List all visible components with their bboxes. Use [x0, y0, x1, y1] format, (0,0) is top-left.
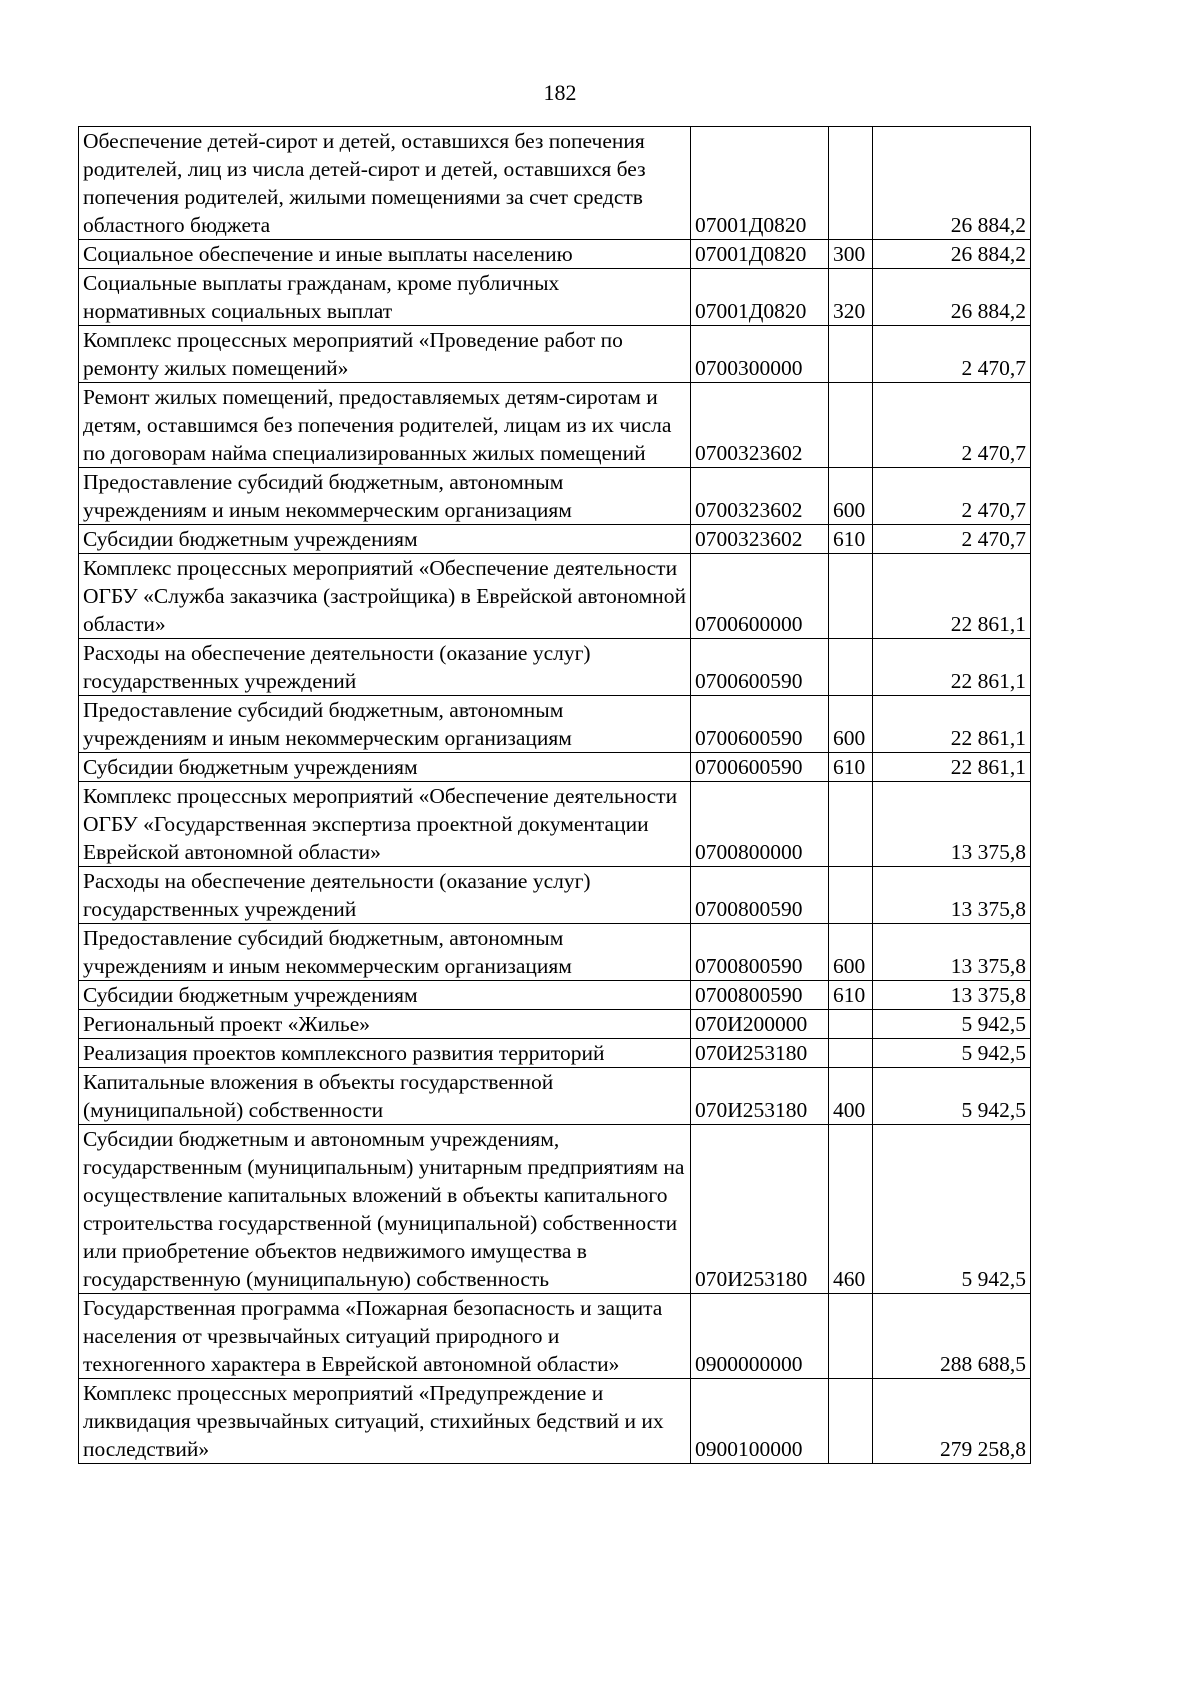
row-type-cell: 610	[829, 981, 873, 1010]
row-name-cell: Субсидии бюджетным учреждениям	[79, 981, 691, 1010]
row-name-cell: Предоставление субсидий бюджетным, автономным учреждениям и иным некоммерческим организациям	[79, 696, 691, 753]
row-code-cell: 070И253180	[691, 1039, 829, 1068]
row-name-cell: Субсидии бюджетным и автономным учреждениям, государственным (муниципальным) унитарным предприятиям на осуществление капитальных вложений в объекты капитального строительства государственной (муниципальной) собственности или приобретение объектов недвижимого имущества в государственную (муниципальную) собственность	[79, 1125, 691, 1294]
row-type-cell	[829, 639, 873, 696]
table-row	[79, 383, 1031, 468]
row-sum-cell: 2 470,7	[873, 383, 1031, 468]
row-name-cell: Комплекс процессных мероприятий «Обеспечение деятельности ОГБУ «Государственная экспертиза проектной документации Еврейской автономной области»	[79, 782, 691, 867]
row-code-cell: 0700323602	[691, 383, 829, 468]
row-code-cell: 0700600590	[691, 639, 829, 696]
row-type-cell: 600	[829, 468, 873, 525]
row-name-cell: Субсидии бюджетным учреждениям	[79, 753, 691, 782]
row-sum-cell: 22 861,1	[873, 753, 1031, 782]
table-row	[79, 1010, 1031, 1039]
row-code-cell: 07001Д0820	[691, 127, 829, 240]
row-name-cell: Реализация проектов комплексного развития территорий	[79, 1039, 691, 1068]
row-type-cell	[829, 867, 873, 924]
row-code-cell: 0900100000	[691, 1379, 829, 1464]
row-name-cell: Комплекс процессных мероприятий «Обеспечение деятельности ОГБУ «Служба заказчика (застройщика) в Еврейской автономной области»	[79, 554, 691, 639]
row-type-cell	[829, 1379, 873, 1464]
row-name-cell: Социальное обеспечение и иные выплаты населению	[79, 240, 691, 269]
row-sum-cell: 22 861,1	[873, 554, 1031, 639]
table-row	[79, 525, 1031, 554]
table-row	[79, 924, 1031, 981]
row-code-cell: 0700800590	[691, 924, 829, 981]
budget-table-body	[79, 127, 1031, 1464]
row-type-cell: 400	[829, 1068, 873, 1125]
row-type-cell	[829, 127, 873, 240]
table-row	[79, 1039, 1031, 1068]
row-sum-cell: 26 884,2	[873, 240, 1031, 269]
row-sum-cell: 2 470,7	[873, 525, 1031, 554]
row-sum-cell: 13 375,8	[873, 867, 1031, 924]
row-type-cell: 610	[829, 753, 873, 782]
row-sum-cell: 279 258,8	[873, 1379, 1031, 1464]
row-code-cell: 070И200000	[691, 1010, 829, 1039]
row-name-cell: Региональный проект «Жилье»	[79, 1010, 691, 1039]
row-code-cell: 0700600590	[691, 753, 829, 782]
row-code-cell: 0700600000	[691, 554, 829, 639]
row-code-cell: 0700800590	[691, 981, 829, 1010]
row-type-cell	[829, 326, 873, 383]
row-type-cell: 300	[829, 240, 873, 269]
row-sum-cell: 22 861,1	[873, 696, 1031, 753]
row-sum-cell: 22 861,1	[873, 639, 1031, 696]
row-type-cell	[829, 1039, 873, 1068]
row-code-cell: 07001Д0820	[691, 240, 829, 269]
row-name-cell: Предоставление субсидий бюджетным, автономным учреждениям и иным некоммерческим организациям	[79, 924, 691, 981]
table-row	[79, 981, 1031, 1010]
table-row	[79, 554, 1031, 639]
row-sum-cell: 288 688,5	[873, 1294, 1031, 1379]
row-name-cell: Предоставление субсидий бюджетным, автономным учреждениям и иным некоммерческим организациям	[79, 468, 691, 525]
row-code-cell: 0700600590	[691, 696, 829, 753]
row-sum-cell: 5 942,5	[873, 1039, 1031, 1068]
table-row	[79, 753, 1031, 782]
row-sum-cell: 13 375,8	[873, 924, 1031, 981]
row-sum-cell: 13 375,8	[873, 782, 1031, 867]
row-code-cell: 070И253180	[691, 1125, 829, 1294]
table-row	[79, 1125, 1031, 1294]
table-row	[79, 696, 1031, 753]
row-name-cell: Расходы на обеспечение деятельности (оказание услуг) государственных учреждений	[79, 867, 691, 924]
row-code-cell: 070И253180	[691, 1068, 829, 1125]
row-type-cell	[829, 1294, 873, 1379]
row-code-cell: 0700300000	[691, 326, 829, 383]
row-sum-cell: 5 942,5	[873, 1010, 1031, 1039]
row-name-cell: Субсидии бюджетным учреждениям	[79, 525, 691, 554]
row-code-cell: 0700800590	[691, 867, 829, 924]
row-type-cell	[829, 383, 873, 468]
table-row	[79, 782, 1031, 867]
row-type-cell: 600	[829, 924, 873, 981]
table-row	[79, 639, 1031, 696]
row-type-cell	[829, 782, 873, 867]
row-name-cell: Капитальные вложения в объекты государственной (муниципальной) собственности	[79, 1068, 691, 1125]
table-row	[79, 127, 1031, 240]
row-sum-cell: 2 470,7	[873, 326, 1031, 383]
row-sum-cell: 26 884,2	[873, 269, 1031, 326]
row-name-cell: Комплекс процессных мероприятий «Предупреждение и ликвидация чрезвычайных ситуаций, стихийных бедствий и их последствий»	[79, 1379, 691, 1464]
row-sum-cell: 2 470,7	[873, 468, 1031, 525]
row-sum-cell: 13 375,8	[873, 981, 1031, 1010]
row-name-cell: Ремонт жилых помещений, предоставляемых детям-сиротам и детям, оставшимся без попечения родителей, лицам из их числа по договорам найма специализированных жилых помещений	[79, 383, 691, 468]
budget-table	[78, 126, 1031, 1464]
table-row	[79, 867, 1031, 924]
table-row	[79, 1068, 1031, 1125]
row-code-cell: 0700323602	[691, 525, 829, 554]
row-code-cell: 0700800000	[691, 782, 829, 867]
row-type-cell: 460	[829, 1125, 873, 1294]
row-type-cell: 610	[829, 525, 873, 554]
row-sum-cell: 26 884,2	[873, 127, 1031, 240]
row-sum-cell: 5 942,5	[873, 1125, 1031, 1294]
row-type-cell: 320	[829, 269, 873, 326]
row-name-cell: Расходы на обеспечение деятельности (оказание услуг) государственных учреждений	[79, 639, 691, 696]
row-code-cell: 0700323602	[691, 468, 829, 525]
row-name-cell: Обеспечение детей-сирот и детей, оставшихся без попечения родителей, лиц из числа детей-сирот и детей, оставшихся без попечения родителей, жилыми помещениями за счет средств областного бюджета	[79, 127, 691, 240]
row-code-cell: 0900000000	[691, 1294, 829, 1379]
row-sum-cell: 5 942,5	[873, 1068, 1031, 1125]
row-name-cell: Государственная программа «Пожарная безопасность и защита населения от чрезвычайных ситуаций природного и техногенного характера в Еврейской автономной области»	[79, 1294, 691, 1379]
table-row	[79, 468, 1031, 525]
table-row	[79, 326, 1031, 383]
row-code-cell: 07001Д0820	[691, 269, 829, 326]
table-row	[79, 1294, 1031, 1379]
table-row	[79, 240, 1031, 269]
row-name-cell: Комплекс процессных мероприятий «Проведение работ по ремонту жилых помещений»	[79, 326, 691, 383]
row-type-cell	[829, 1010, 873, 1039]
table-row	[79, 1379, 1031, 1464]
row-name-cell: Социальные выплаты гражданам, кроме публичных нормативных социальных выплат	[79, 269, 691, 326]
row-type-cell	[829, 554, 873, 639]
row-type-cell: 600	[829, 696, 873, 753]
table-row	[79, 269, 1031, 326]
page-number: 182	[543, 80, 577, 105]
